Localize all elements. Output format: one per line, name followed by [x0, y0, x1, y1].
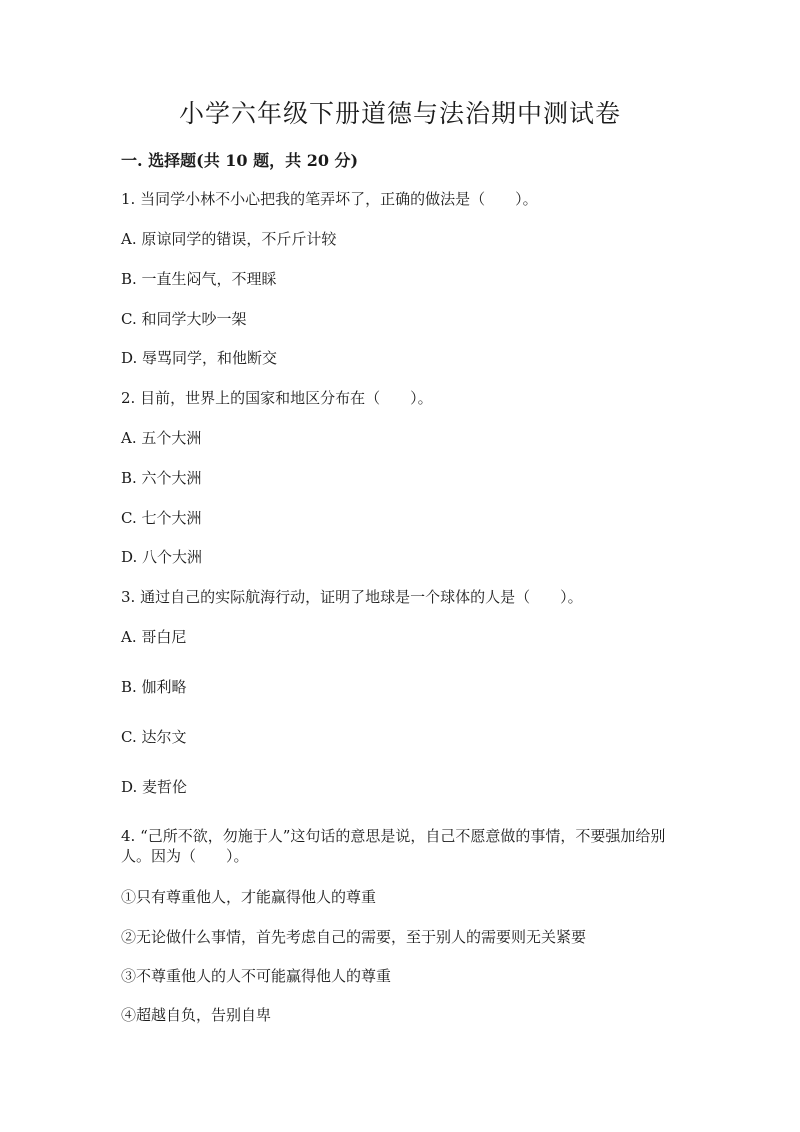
question-4-option-1: ①只有尊重他人，才能赢得他人的尊重: [121, 888, 377, 906]
question-2-stem: 2. 目前，世界上的国家和地区分布在（ ）。: [121, 389, 433, 407]
question-3-option-c: C. 达尔文: [121, 728, 187, 746]
question-4-option-3: ③不尊重他人的人不可能赢得他人的尊重: [121, 967, 392, 985]
question-4-option-2: ②无论做什么事情，首先考虑自己的需要，至于别人的需要则无关紧要: [121, 928, 587, 946]
question-1-option-a: A. 原谅同学的错误，不斤斤计较: [121, 230, 337, 248]
question-3-option-b: B. 伽利略: [121, 678, 187, 696]
question-2-option-b: B. 六个大洲: [121, 469, 202, 487]
question-4-stem: 4. “己所不欲，勿施于人”这句话的意思是说，自己不愿意做的事情，不要强加给别人。因为（ ）。: [121, 827, 666, 865]
question-1-option-b: B. 一直生闷气，不理睬: [121, 270, 277, 288]
question-4-option-4: ④超越自负，告别自卑: [121, 1006, 272, 1024]
question-3-stem: 3. 通过自己的实际航海行动，证明了地球是一个球体的人是（ ）。: [121, 588, 583, 606]
question-2-option-d: D. 八个大洲: [121, 548, 203, 566]
section-heading: 一. 选择题(共 10 题，共 20 分): [121, 151, 359, 170]
question-3-option-d: D. 麦哲伦: [121, 778, 188, 796]
question-2-option-c: C. 七个大洲: [121, 509, 202, 527]
question-2-option-a: A. 五个大洲: [121, 429, 202, 447]
question-1-option-c: C. 和同学大吵一架: [121, 310, 247, 328]
question-1-option-d: D. 辱骂同学，和他断交: [121, 349, 278, 367]
question-3-option-a: A. 哥白尼: [121, 628, 187, 646]
question-1-stem: 1. 当同学小林不小心把我的笔弄坏了，正确的做法是（ ）。: [121, 190, 538, 208]
page-title: 小学六年级下册道德与法治期中测试卷: [178, 99, 621, 128]
